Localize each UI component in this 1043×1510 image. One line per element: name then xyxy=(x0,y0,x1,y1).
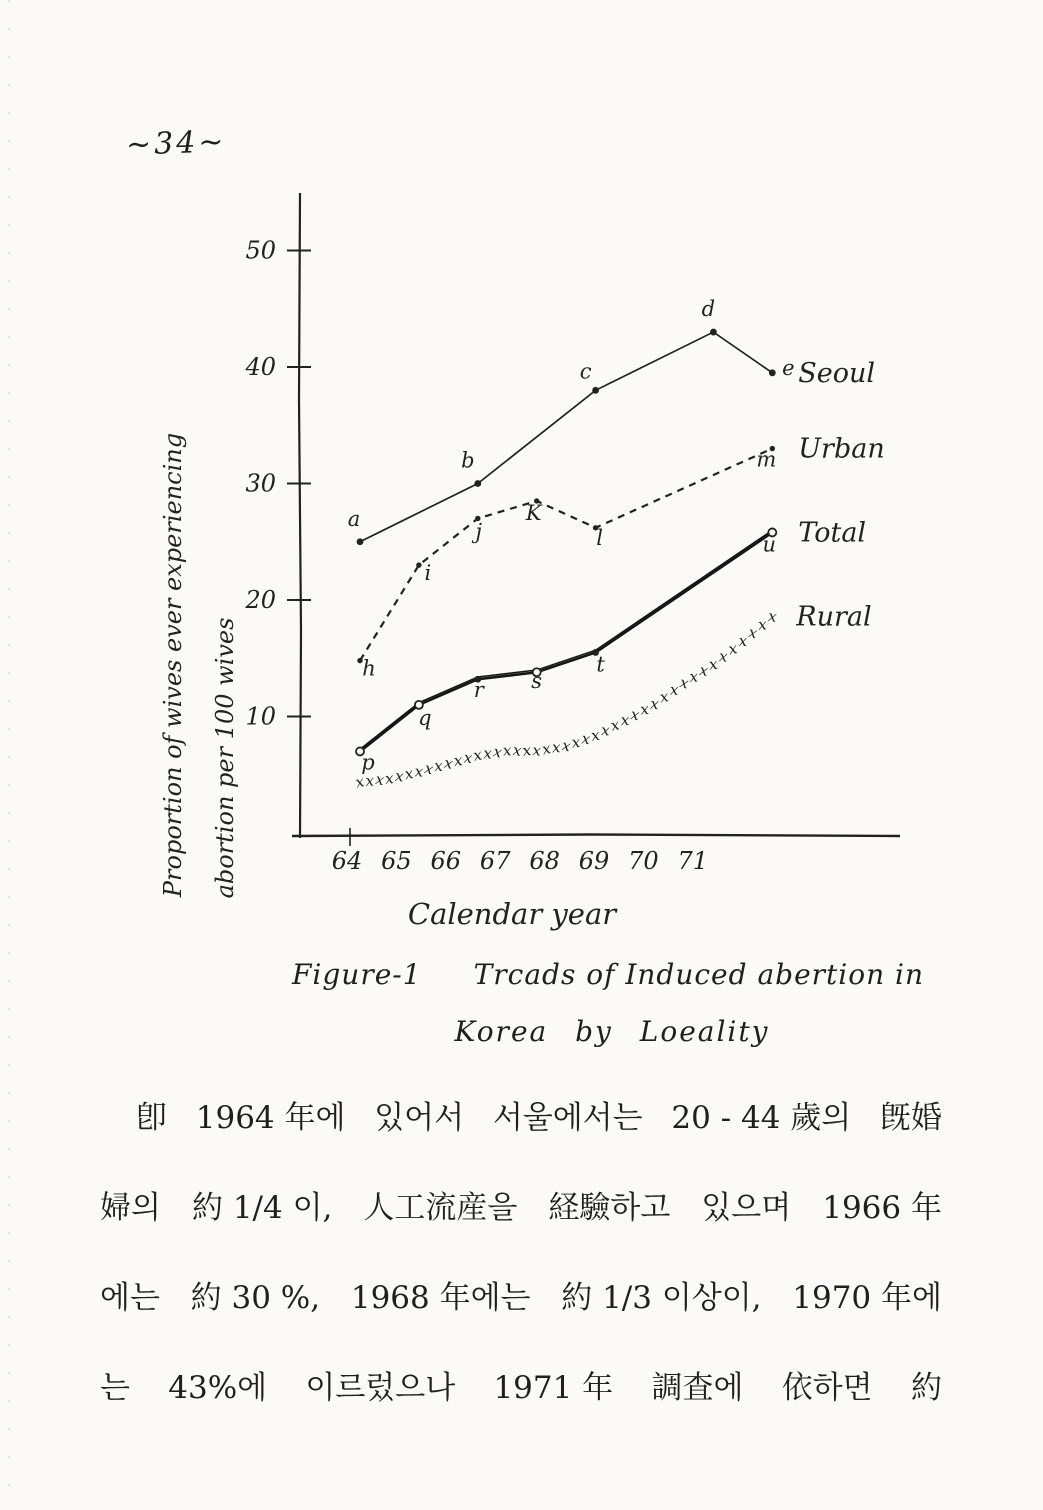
phrase: 約 1/3 이상이, xyxy=(561,1280,762,1316)
point-label: q xyxy=(418,705,432,730)
rural-x-mark: x xyxy=(726,639,739,659)
x-tick-label: 64 xyxy=(331,847,363,875)
point-label: s xyxy=(531,669,543,694)
phrase: 있으며 xyxy=(701,1190,792,1226)
data-point-c xyxy=(592,387,599,394)
rural-x-mark: x xyxy=(463,748,473,768)
phrase: 1966 年 xyxy=(822,1190,942,1226)
x-tick-label: 68 xyxy=(529,847,560,875)
phrase: 1968 年에는 xyxy=(350,1280,531,1316)
rural-x-mark: x xyxy=(502,741,513,760)
figure-title-line2: Korea by Loeality xyxy=(454,1015,770,1048)
rural-x-mark: x xyxy=(532,741,542,760)
rural-x-mark: x xyxy=(511,741,523,760)
legend-total: Total xyxy=(798,517,867,549)
legend-urban: Urban xyxy=(798,433,885,465)
phrase: 20 - 44 歲의 xyxy=(671,1100,852,1136)
rural-x-mark: x xyxy=(414,762,424,781)
phrase: 経驗하고 xyxy=(548,1190,671,1226)
x-axis-line xyxy=(292,835,900,837)
phrase: 있어서 xyxy=(374,1100,465,1136)
rural-x-mark: x xyxy=(620,711,630,730)
phrase: 調査에 xyxy=(651,1370,744,1406)
phrase: 1971 年 xyxy=(493,1370,614,1406)
phrase: 는 xyxy=(100,1370,130,1406)
rural-x-mark: x xyxy=(384,769,395,788)
phrase: 卽 xyxy=(136,1100,167,1136)
rural-x-mark: x xyxy=(374,770,386,790)
figure-label: Figure-1 xyxy=(292,958,422,991)
rural-x-mark: x xyxy=(422,759,435,779)
rural-x-mark: x xyxy=(757,615,768,634)
rural-x-mark: x xyxy=(589,725,602,745)
abortion-trends-chart xyxy=(0,170,1043,950)
rural-x-mark: x xyxy=(491,742,504,762)
rural-x-mark: x xyxy=(669,680,679,699)
x-tick-label: 66 xyxy=(430,847,462,875)
figure-caption-line1 xyxy=(292,958,932,991)
series-line-seoul xyxy=(360,332,772,542)
y-tick-label: 10 xyxy=(245,702,276,731)
phrase: 1970 年에 xyxy=(792,1280,942,1316)
point-label: h xyxy=(362,656,376,681)
phrase: 約 1/4 이, xyxy=(191,1190,333,1226)
data-point-b xyxy=(474,480,481,487)
point-label: j xyxy=(475,519,483,544)
paragraph-line-1 xyxy=(100,1092,942,1137)
y-axis-title-line2: abortion per 100 wives xyxy=(211,617,239,899)
y-tick-label: 50 xyxy=(245,236,276,265)
rural-x-mark: x xyxy=(403,764,415,784)
y-tick-label: 30 xyxy=(245,469,276,498)
rural-x-mark: x xyxy=(738,631,748,650)
rural-x-mark: x xyxy=(521,740,533,760)
body-paragraph xyxy=(100,1092,942,1452)
rural-x-mark: x xyxy=(452,751,464,771)
rural-x-mark: x xyxy=(600,721,610,740)
point-label: p xyxy=(361,750,375,775)
legend-seoul: Seoul xyxy=(798,357,876,389)
rural-x-mark: x xyxy=(551,738,561,757)
figure-caption xyxy=(292,958,932,1048)
legend-rural: Rural xyxy=(796,601,872,633)
phrase: 依하면 xyxy=(781,1370,873,1406)
point-label: r xyxy=(473,678,484,703)
phrase: 에는 xyxy=(100,1280,160,1316)
y-tick-label: 40 xyxy=(245,353,276,381)
data-point-a xyxy=(357,538,364,545)
rural-x-mark: x xyxy=(353,772,366,792)
point-label: a xyxy=(347,506,361,531)
page-number: ~34~ xyxy=(125,124,228,163)
rural-x-mark: x xyxy=(560,736,573,756)
figure-title-line1: Trcads of Induced abertion in xyxy=(473,958,925,991)
x-tick-label: 70 xyxy=(628,847,659,875)
rural-x-mark: x xyxy=(707,654,719,674)
point-label: b xyxy=(461,448,475,473)
y-tick-label: 20 xyxy=(245,586,276,614)
rural-x-mark: x xyxy=(483,744,492,763)
phrase: 約 xyxy=(910,1370,942,1406)
rural-x-mark: x xyxy=(570,732,581,752)
phrase: 이르렀으나 xyxy=(305,1370,456,1406)
rural-x-mark: x xyxy=(658,687,670,707)
phrase: 約 30 %, xyxy=(190,1280,321,1316)
rural-x-mark: x xyxy=(608,715,622,735)
rural-x-mark: x xyxy=(689,667,699,686)
rural-x-mark: x xyxy=(698,660,710,680)
phrase: 人工流産을 xyxy=(363,1190,518,1226)
rural-x-mark: x xyxy=(746,623,759,643)
paragraph-line-2 xyxy=(100,1182,942,1227)
rural-x-mark: x xyxy=(649,694,660,714)
point-label: e xyxy=(782,355,795,380)
data-point-i xyxy=(416,562,421,567)
rural-x-mark: x xyxy=(471,745,484,765)
phrase: 旣婚 xyxy=(879,1100,942,1136)
phrase: 1964 年에 xyxy=(195,1100,346,1136)
phrase: 서울에서는 xyxy=(492,1100,643,1136)
rural-x-mark: x xyxy=(433,756,444,776)
rural-x-mark: x xyxy=(629,705,641,725)
point-label: i xyxy=(424,561,432,586)
x-tick-label: 67 xyxy=(479,847,511,875)
point-label: d xyxy=(701,297,716,322)
data-point-e xyxy=(769,369,776,376)
rural-x-mark: x xyxy=(540,739,553,759)
paragraph-line-3 xyxy=(100,1272,942,1317)
x-tick-label: 69 xyxy=(578,847,610,875)
point-label: K xyxy=(525,500,542,525)
rural-x-mark: x xyxy=(718,647,729,666)
x-axis-title: Calendar year xyxy=(407,897,617,931)
phrase: 43%에 xyxy=(168,1370,268,1406)
phrase: 婦의 xyxy=(100,1190,161,1226)
rural-x-mark: x xyxy=(767,607,778,626)
point-label: c xyxy=(579,359,592,384)
point-label: m xyxy=(756,447,777,472)
data-point-d xyxy=(710,329,717,336)
point-label: l xyxy=(596,525,603,550)
y-axis-title-line1: Proportion of wives ever experiencing xyxy=(159,432,187,898)
point-label: u xyxy=(762,532,777,557)
rural-x-mark: x xyxy=(394,766,405,786)
paragraph-line-4 xyxy=(100,1362,942,1407)
rural-x-mark: x xyxy=(639,699,650,719)
rural-x-mark: x xyxy=(443,753,454,773)
x-tick-label: 71 xyxy=(677,847,709,875)
point-label: t xyxy=(596,652,605,677)
series-line-urban xyxy=(360,449,772,661)
rural-x-mark: x xyxy=(365,771,375,790)
x-tick-label: 65 xyxy=(381,847,412,875)
rural-x-mark: x xyxy=(678,673,691,693)
rural-x-mark: x xyxy=(580,729,592,749)
y-axis-line xyxy=(299,193,301,838)
